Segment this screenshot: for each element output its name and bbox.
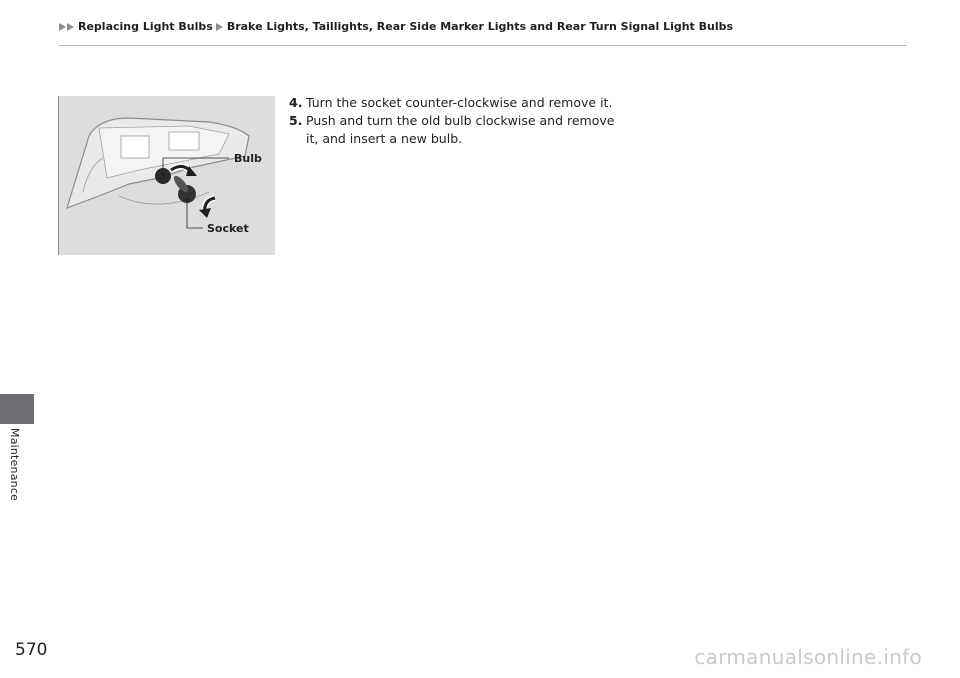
watermark: carmanualsonline.info xyxy=(694,645,922,669)
header-divider xyxy=(59,45,907,46)
step-number: 5. xyxy=(289,113,303,128)
step-number: 4. xyxy=(289,95,303,110)
section-tab-label: Maintenance xyxy=(8,428,21,502)
page-number: 570 xyxy=(15,640,48,660)
step-item xyxy=(289,94,619,112)
breadcrumb-section[interactable]: Replacing Light Bulbs xyxy=(78,20,213,33)
callout-socket: Socket xyxy=(207,222,249,235)
step-text: Push and turn the old bulb clockwise and remove it, and insert a new bulb. xyxy=(306,113,615,146)
instruction-steps xyxy=(289,94,619,148)
chevron-right-icon xyxy=(59,23,66,31)
step-text: Turn the socket counter-clockwise and remove it. xyxy=(306,95,613,110)
breadcrumb xyxy=(59,20,733,33)
step-item xyxy=(289,112,619,148)
chevron-right-icon xyxy=(216,23,223,31)
breadcrumb-topic: Brake Lights, Taillights, Rear Side Marker Lights and Rear Turn Signal Light Bulbs xyxy=(226,20,734,33)
section-tab[interactable] xyxy=(0,394,34,424)
callout-bulb: Bulb xyxy=(234,152,262,165)
chevron-right-icon xyxy=(67,23,74,31)
taillight-illustration xyxy=(58,96,275,255)
